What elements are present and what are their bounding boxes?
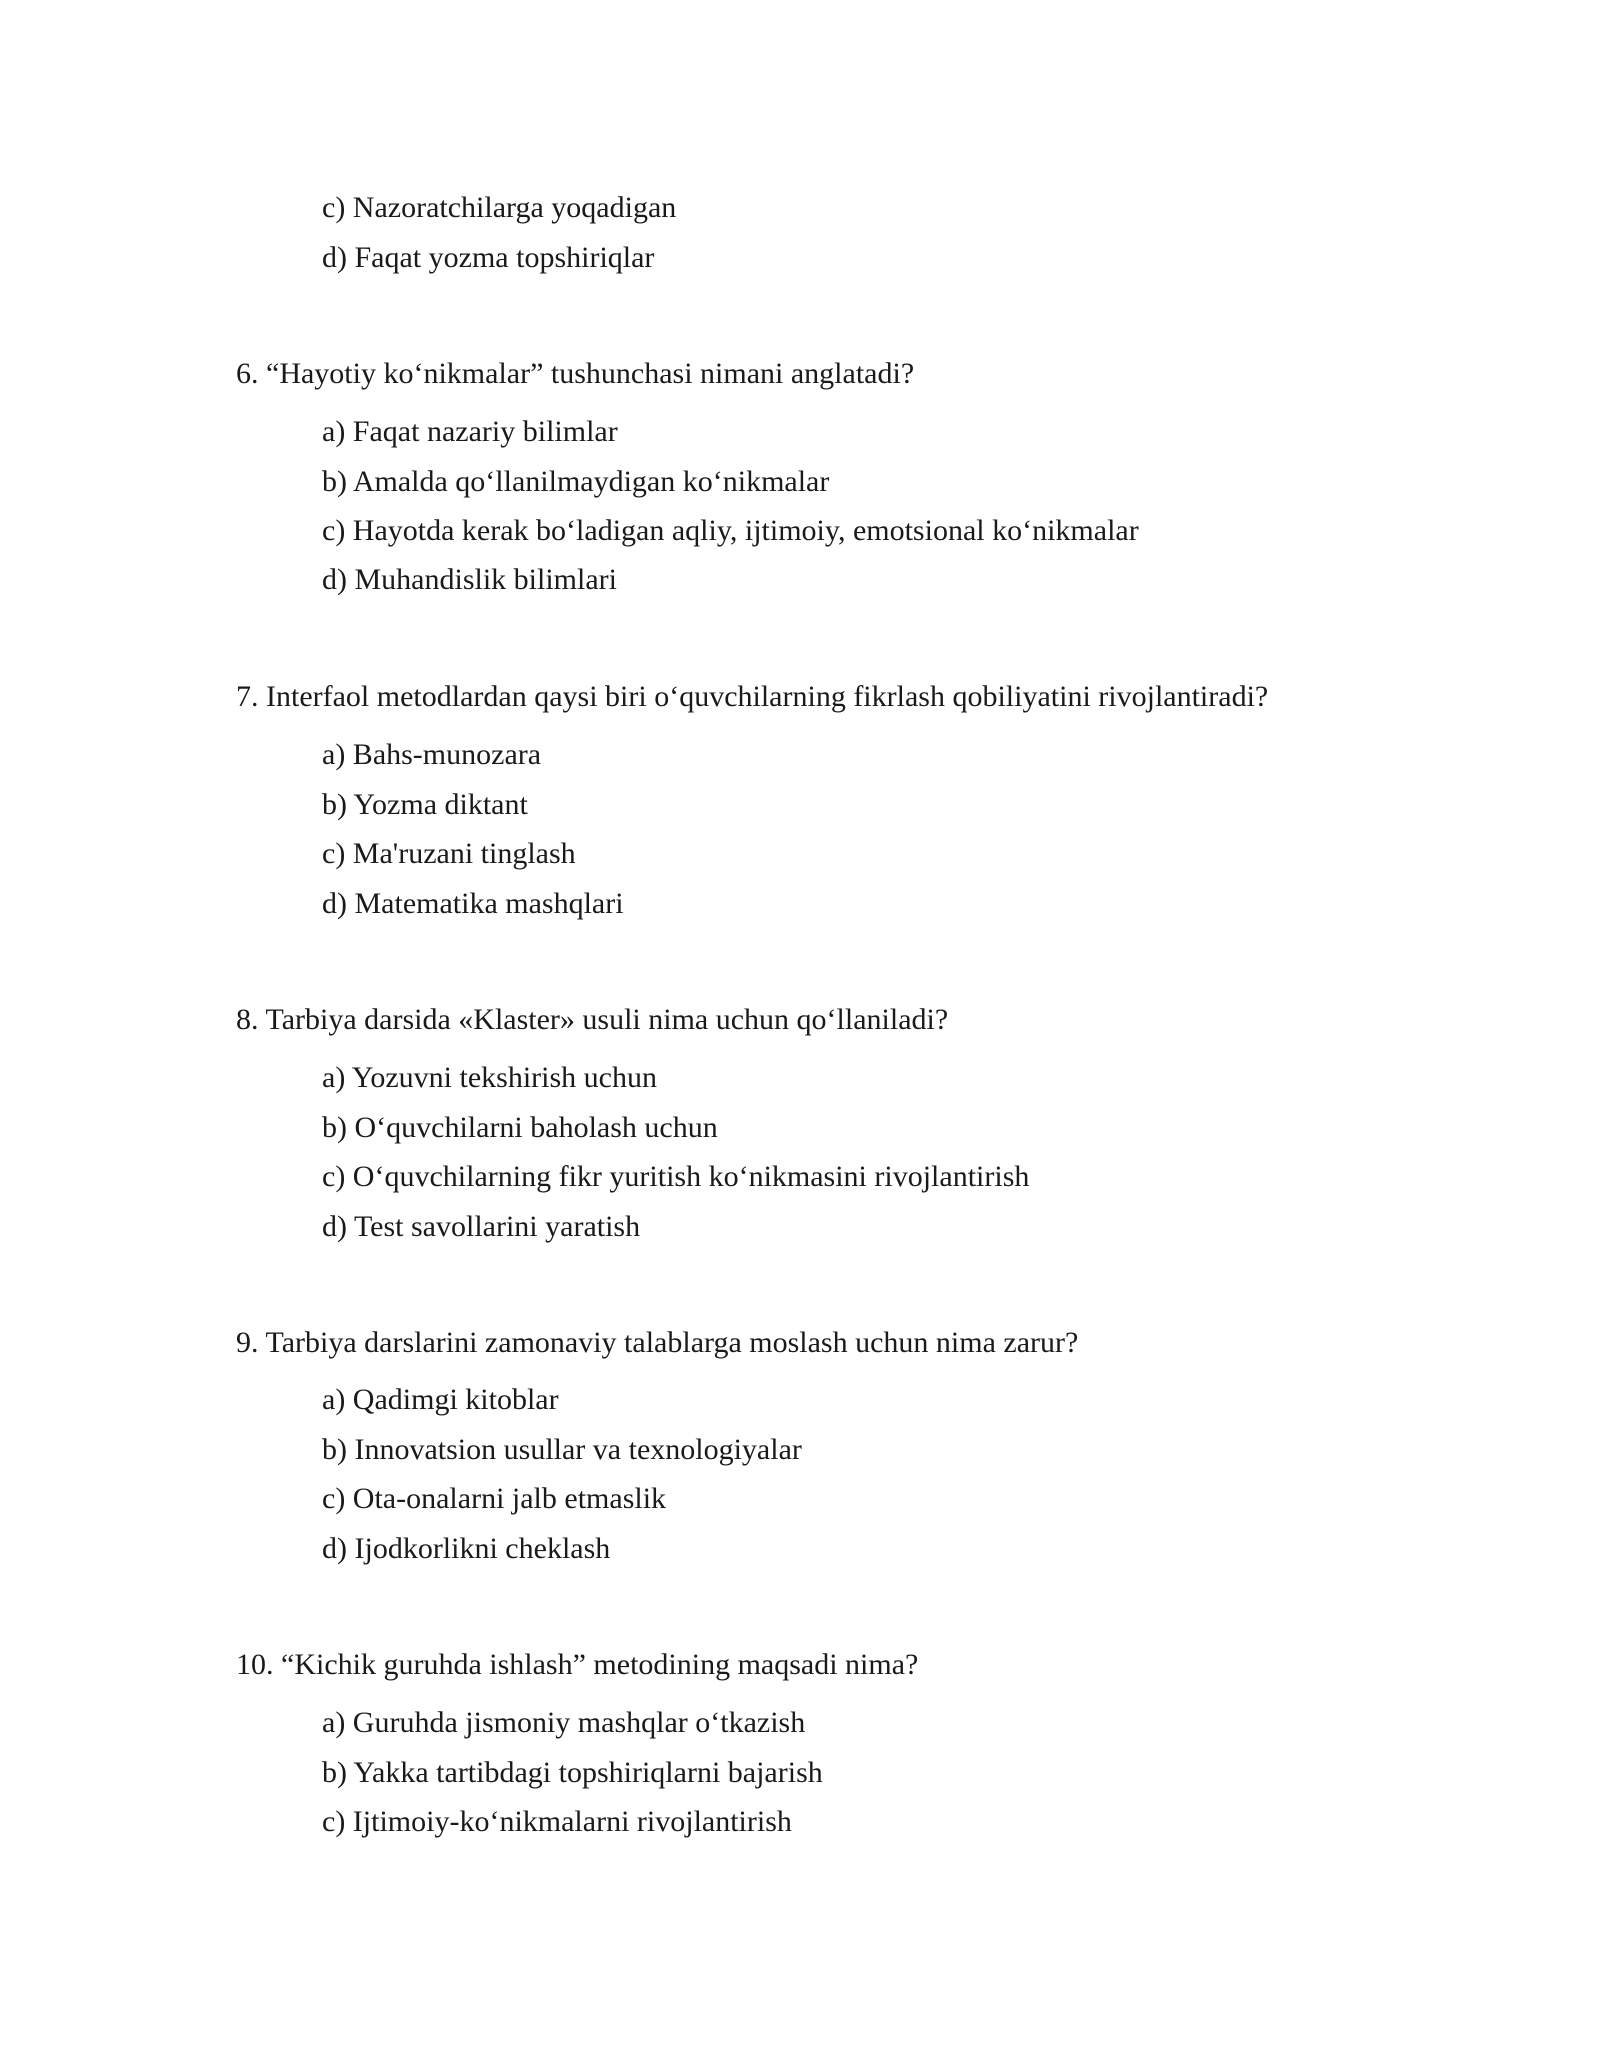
option-text: b) Amalda qo‘llanilmaydigan ko‘nikmalar — [322, 465, 830, 498]
option-text: d) Muhandislik bilimlari — [322, 563, 617, 596]
question-text: 9. Tarbiya darslarini zamonaviy talablarga moslash uchun nima zarur? — [236, 1326, 1079, 1359]
option-text: c) Nazoratchilarga yoqadigan — [322, 191, 677, 224]
option-text: a) Yozuvni tekshirish uchun — [322, 1061, 657, 1094]
question-text: 8. Tarbiya darsida «Klaster» usuli nima uchun qo‘llaniladi? — [236, 1003, 949, 1036]
option-text: d) Test savollarini yaratish — [322, 1210, 641, 1243]
option-text: b) Yakka tartibdagi topshiriqlarni bajarish — [322, 1756, 823, 1789]
question-text: 7. Interfaol metodlardan qaysi biri o‘quvchilarning fikrlash qobiliyatini rivojlantiradi? — [236, 680, 1269, 713]
option-text: c) Ota-onalarni jalb etmaslik — [322, 1482, 667, 1515]
option-text: d) Ijodkorlikni cheklash — [322, 1532, 611, 1565]
option-text: a) Qadimgi kitoblar — [322, 1383, 559, 1416]
question-text: 10. “Kichik guruhda ishlash” metodining maqsadi nima? — [236, 1648, 919, 1681]
option-text: a) Faqat nazariy bilimlar — [322, 415, 618, 448]
option-text: b) Innovatsion usullar va texnologiyalar — [322, 1433, 802, 1466]
option-text: c) O‘quvchilarning fikr yuritish ko‘nikmasini rivojlantirish — [322, 1160, 1030, 1193]
option-text: b) O‘quvchilarni baholash uchun — [322, 1111, 718, 1144]
option-text: b) Yozma diktant — [322, 788, 528, 821]
option-text: c) Ma'ruzani tinglash — [322, 837, 576, 870]
option-text: c) Hayotda kerak bo‘ladigan aqliy, ijtimoiy, emotsional ko‘nikmalar — [322, 514, 1139, 547]
option-text: a) Guruhda jismoniy mashqlar o‘tkazish — [322, 1706, 806, 1739]
option-text: a) Bahs-munozara — [322, 738, 542, 771]
option-text: d) Faqat yozma topshiriqlar — [322, 241, 655, 274]
option-text: c) Ijtimoiy-ko‘nikmalarni rivojlantirish — [322, 1805, 792, 1838]
question-text: 6. “Hayotiy ko‘nikmalar” tushunchasi nimani anglatadi? — [236, 357, 915, 390]
option-text: d) Matematika mashqlari — [322, 887, 624, 920]
